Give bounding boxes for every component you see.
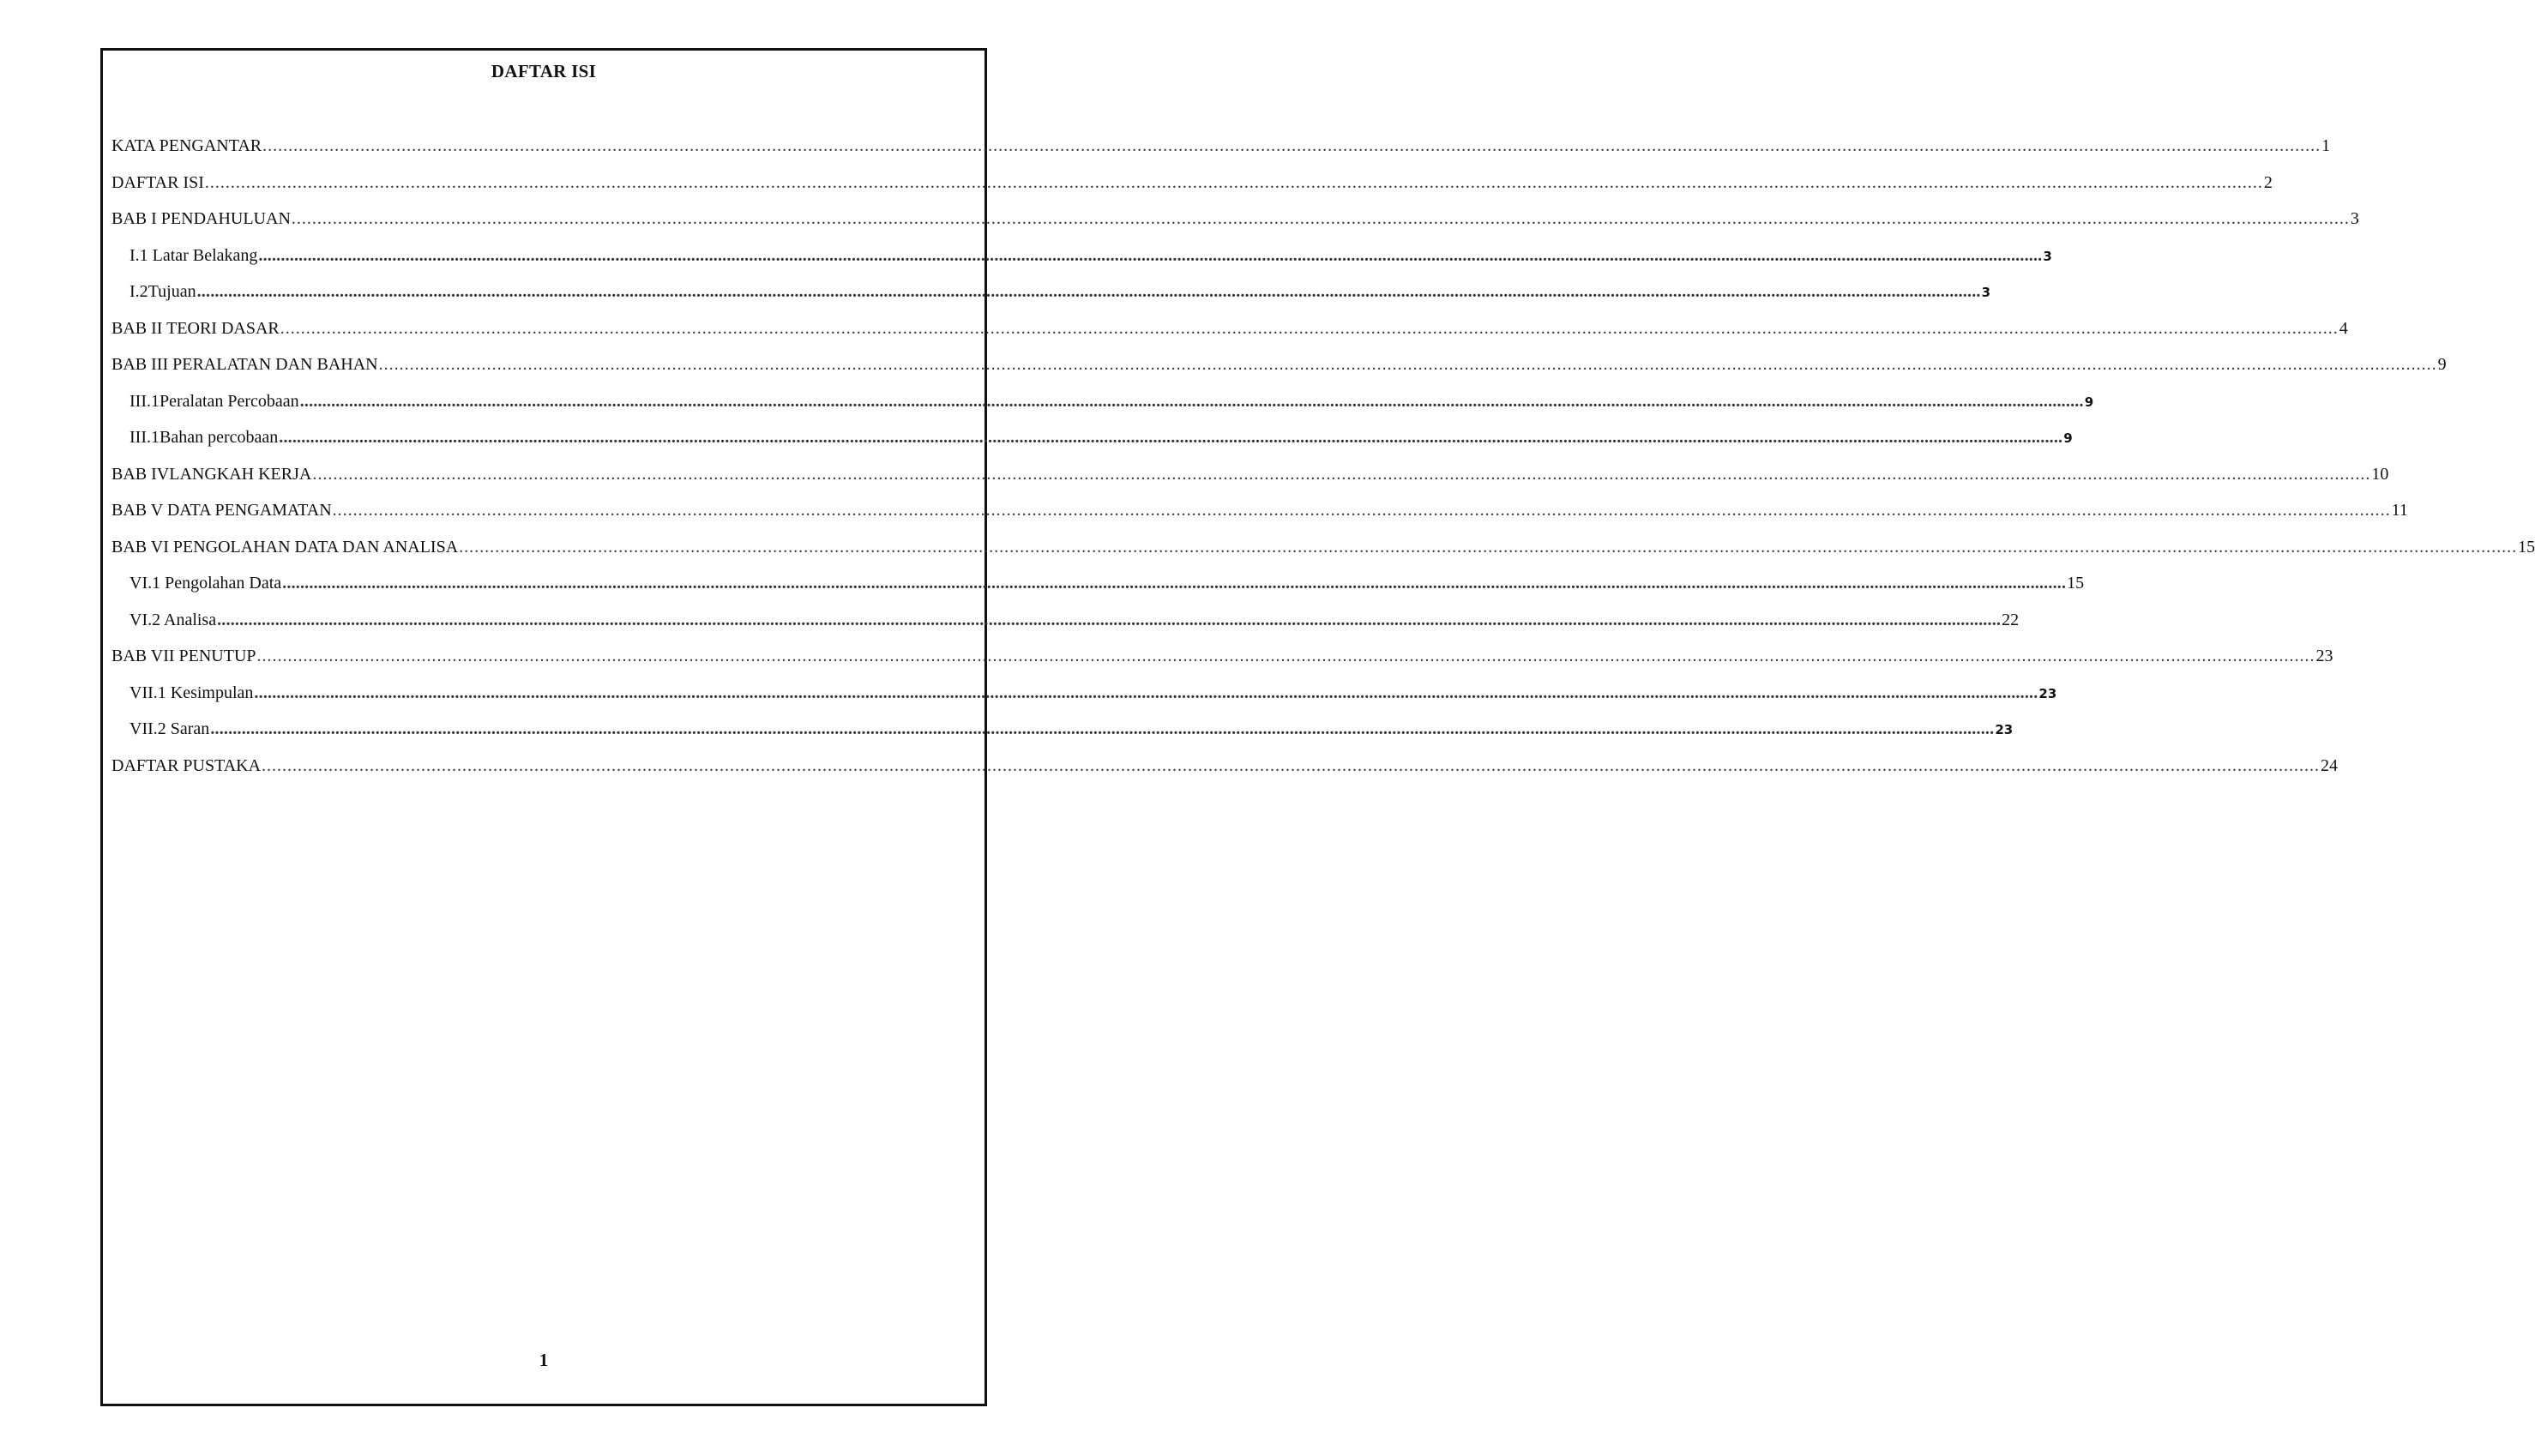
toc-page-number: 9 [2063, 430, 2073, 446]
toc-page-number: 9 [2084, 394, 2094, 410]
toc-dot-leader: ................................................................................................................................................................................................................................................................................................................................................................................................................ [262, 755, 2321, 775]
toc-subentry [111, 428, 2073, 465]
toc-dot-leader: ................................................................................................................................................................................................................................................................................................................................................................................................................ [299, 391, 2084, 411]
toc-page-number: 1 [2321, 136, 2331, 155]
toc-entry-label: I.2Tujuan [129, 282, 196, 301]
page-frame [100, 48, 2535, 1406]
toc-subentry [111, 282, 1991, 319]
toc-page-number: 2 [2263, 172, 2273, 192]
toc-page-number: 15 [2518, 537, 2535, 557]
toc-page-number: 4 [2339, 318, 2348, 338]
toc-page-number: 11 [2391, 501, 2408, 520]
toc-dot-leader: ................................................................................................................................................................................................................................................................................................................................................................................................................ [262, 136, 2321, 155]
toc-subentry [111, 719, 2014, 756]
toc-subentry [111, 391, 2094, 429]
toc-dot-leader: ................................................................................................................................................................................................................................................................................................................................................................................................................ [210, 719, 1995, 738]
toc-entry-label: I.1 Latar Belakang [129, 245, 258, 265]
toc-page-number: 3 [2043, 248, 2052, 264]
toc-dot-leader: ................................................................................................................................................................................................................................................................................................................................................................................................................ [256, 647, 2315, 665]
toc-entry-label: BAB VI PENGOLAHAN DATA DAN ANALISA [111, 537, 459, 557]
toc-dot-leader: ................................................................................................................................................................................................................................................................................................................................................................................................................ [332, 501, 2391, 520]
toc-entry-label: VI.1 Pengolahan Data [129, 574, 282, 593]
toc-entry [111, 537, 2535, 575]
toc-entry-label: BAB III PERALATAN DAN BAHAN [111, 355, 378, 374]
toc-entry-label: BAB VII PENUTUP [111, 647, 256, 665]
toc-dot-leader: ................................................................................................................................................................................................................................................................................................................................................................................................................ [312, 464, 2371, 484]
toc-entry-label: KATA PENGANTAR [111, 136, 262, 155]
toc-dot-leader: ................................................................................................................................................................................................................................................................................................................................................................................................................ [378, 355, 2437, 374]
toc-subentry [111, 245, 2052, 283]
toc-entry-label: VII.1 Kesimpulan [129, 683, 254, 702]
toc-entry [111, 209, 2359, 246]
toc-page-number: 22 [2002, 610, 2020, 629]
toc-dot-leader: ................................................................................................................................................................................................................................................................................................................................................................................................................ [204, 172, 2263, 192]
toc-subentry [111, 610, 2020, 647]
toc-page-number: 24 [2321, 755, 2339, 775]
toc-page-number: 10 [2371, 464, 2389, 484]
toc-page-number: 15 [2067, 574, 2085, 593]
toc-entry [111, 464, 2389, 502]
page-number: 1 [539, 1350, 549, 1370]
toc-entry-label: DAFTAR ISI [111, 172, 204, 192]
toc-page-number: 23 [2315, 647, 2333, 665]
toc-entry [111, 501, 2408, 538]
toc-dot-leader: ................................................................................................................................................................................................................................................................................................................................................................................................................ [282, 574, 2067, 593]
toc-entry [111, 647, 2333, 683]
toc-entry-label: DAFTAR PUSTAKA [111, 755, 262, 775]
toc-dot-leader: ................................................................................................................................................................................................................................................................................................................................................................................................................ [280, 318, 2339, 338]
toc-page-number: 3 [1981, 285, 1991, 300]
toc-entry-label: BAB V DATA PENGAMATAN [111, 501, 332, 520]
toc-subentry [111, 683, 2057, 720]
toc-entry [111, 172, 2273, 210]
toc-dot-leader: ................................................................................................................................................................................................................................................................................................................................................................................................................ [258, 245, 2043, 265]
toc-entry [111, 318, 2348, 356]
toc-dot-leader: ................................................................................................................................................................................................................................................................................................................................................................................................................ [279, 428, 2063, 447]
toc-page-number: 23 [1995, 722, 2014, 737]
toc-page-number: 9 [2437, 355, 2447, 374]
toc-entry [111, 355, 2447, 392]
toc-subentry [111, 574, 2085, 611]
table-of-contents [111, 136, 2535, 792]
toc-dot-leader: ................................................................................................................................................................................................................................................................................................................................................................................................................ [459, 537, 2518, 557]
toc-dot-leader: ................................................................................................................................................................................................................................................................................................................................................................................................................ [217, 610, 2002, 629]
toc-entry-label: VII.2 Saran [129, 719, 210, 738]
toc-page-number: 23 [2038, 685, 2057, 701]
toc-entry [111, 136, 2331, 173]
toc-entry-label: BAB II TEORI DASAR [111, 318, 280, 338]
toc-entry-label: BAB IVLANGKAH KERJA [111, 464, 312, 484]
toc-entry [111, 755, 2339, 793]
document-title: DAFTAR ISI [491, 61, 597, 81]
toc-entry-label: BAB I PENDAHULUAN [111, 209, 291, 228]
toc-entry-label: III.1Peralatan Percobaan [129, 391, 299, 411]
toc-entry-label: VI.2 Analisa [129, 610, 217, 629]
toc-page-number: 3 [2350, 209, 2359, 228]
toc-dot-leader: ................................................................................................................................................................................................................................................................................................................................................................................................................ [254, 683, 2038, 702]
toc-entry-label: III.1Bahan percobaan [129, 428, 279, 447]
toc-dot-leader: ................................................................................................................................................................................................................................................................................................................................................................................................................ [196, 282, 1981, 301]
toc-dot-leader: ................................................................................................................................................................................................................................................................................................................................................................................................................ [291, 209, 2350, 228]
